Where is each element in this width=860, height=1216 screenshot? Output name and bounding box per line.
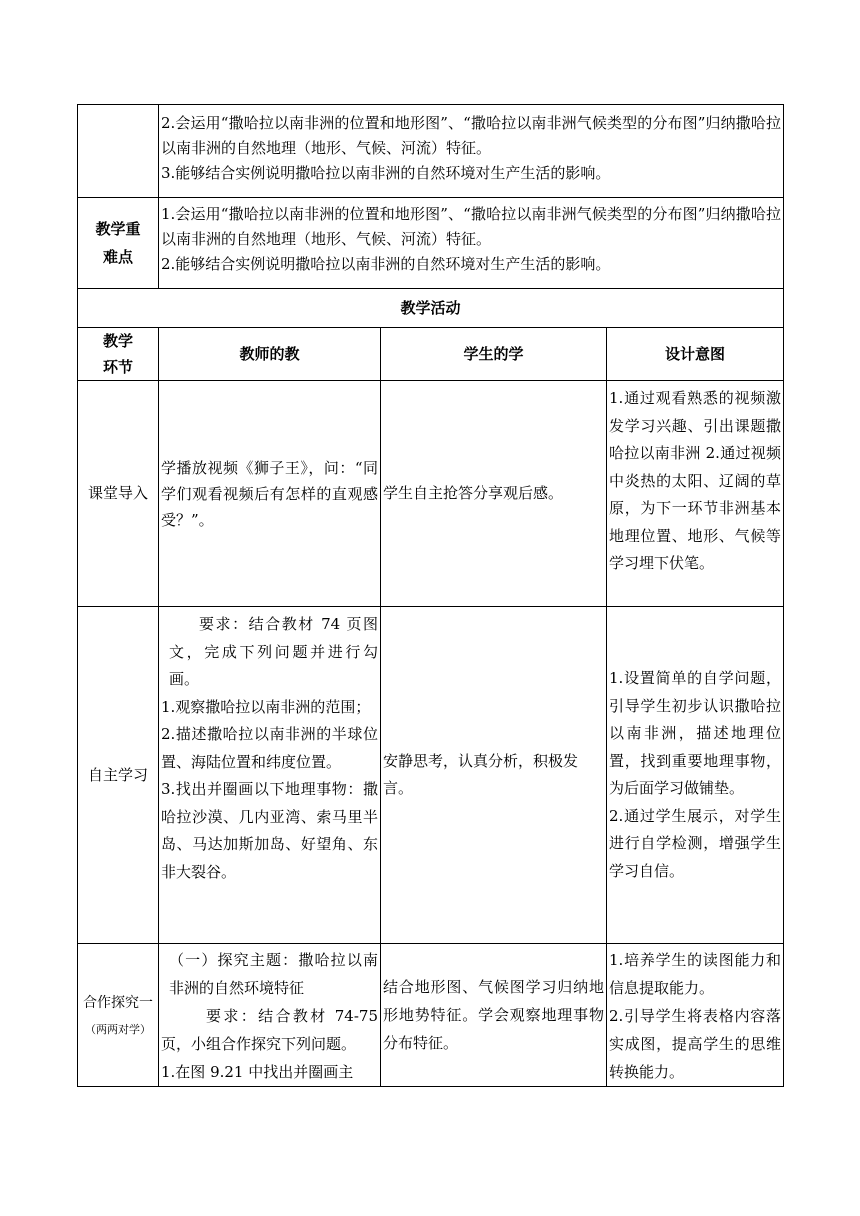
self-study-student: 安静思考，认真分析，积极发言。 — [381, 607, 607, 944]
coop-row — [78, 944, 784, 1087]
self-study-row — [78, 607, 784, 944]
coop-intent-item: 1.培养学生的读图能力和信息提取能力。 — [609, 951, 782, 997]
self-study-intent-item: 2.通过学生展示，对学生进行自学检测，增强学生学习自信。 — [609, 806, 782, 880]
self-study-stage: 自主学习 — [78, 607, 159, 944]
objective-item: 3.能够结合实例说明撒哈拉以南非洲的自然环境对生产生活的影响。 — [161, 164, 611, 182]
coop-item: 1.在图 9.21 中找出并圈画主 — [161, 1063, 354, 1081]
self-study-item: 1.观察撒哈拉以南非洲的范围； — [161, 697, 371, 716]
self-study-intent — [607, 607, 784, 944]
intro-stage: 课堂导入 — [78, 381, 159, 607]
coop-teacher — [159, 944, 381, 1087]
lesson-plan-table — [77, 104, 784, 1087]
header-teacher: 教师的教 — [159, 328, 381, 381]
key-points-content — [159, 198, 784, 289]
self-study-teacher — [159, 607, 381, 944]
coop-stage-cell — [78, 944, 159, 1087]
header-stage: 教学 环节 — [78, 328, 159, 381]
coop-intent-item: 2.引导学生将表格内容落实成图，提高学生的思维转换能力。 — [609, 1007, 782, 1081]
objectives-row — [78, 105, 784, 198]
coop-student: 结合地形图、气候图学习归纳地形地势特征。学会观察地理事物分布特征。 — [381, 944, 607, 1087]
intro-intent: 1.通过观看熟悉的视频激发学习兴趣、引出课题撒哈拉以南非洲 2.通过视频中炎热的太阳、辽阔的草原，为下一环节非洲基本地理位置、地形、气候等学习埋下伏笔。 — [607, 381, 784, 607]
key-points-row — [78, 198, 784, 289]
objective-item: 2.会运用“撒哈拉以南非洲的位置和地形图”、“撒哈拉以南非洲气候类型的分布图”归纳撒哈拉以南非洲的自然地理（地形、气候、河流）特征。 — [161, 114, 782, 157]
coop-stage-note: （两两对学） — [85, 1022, 151, 1036]
header-row — [78, 328, 784, 381]
coop-intent — [607, 944, 784, 1087]
self-study-intent-item: 1.设置简单的自学问题，引导学生初步认识撒哈拉以南非洲，描述地理位置，找到重要地理事物，为后面学习做铺垫。 — [609, 669, 782, 797]
coop-requirement: 要求：结合教材 74-75 页，小组合作探究下列问题。 — [161, 1007, 378, 1053]
coop-stage: 合作探究一 — [83, 994, 153, 1011]
activities-title: 教学活动 — [78, 289, 784, 328]
header-student: 学生的学 — [381, 328, 607, 381]
header-intent: 设计意图 — [607, 328, 784, 381]
key-point-item: 2.能够结合实例说明撒哈拉以南非洲的自然环境对生产生活的影响。 — [161, 255, 611, 273]
intro-teacher: 学播放视频《狮子王》，问：“同学们观看视频后有怎样的直观感受？”。 — [159, 381, 381, 607]
objectives-label-cell — [78, 105, 159, 198]
intro-row — [78, 381, 784, 607]
self-study-requirement: 要求：结合教材 74 页图文，完成下列问题并进行勾画。 — [169, 615, 378, 688]
key-point-item: 1.会运用“撒哈拉以南非洲的位置和地形图”、“撒哈拉以南非洲气候类型的分布图”归纳撒哈拉以南非洲的自然地理（地形、气候、河流）特征。 — [161, 205, 782, 248]
key-points-label: 教学重 难点 — [78, 198, 159, 289]
objectives-content — [159, 105, 784, 198]
activities-title-row — [78, 289, 784, 328]
intro-student: 学生自主抢答分享观后感。 — [381, 381, 607, 607]
coop-topic: （一）探究主题：撒哈拉以南非洲的自然环境特征 — [169, 951, 378, 997]
self-study-item: 3.找出并圈画以下地理事物：撒哈拉沙漠、几内亚湾、索马里半岛、马达加斯加岛、好望角、东非大裂谷。 — [161, 780, 378, 881]
self-study-item: 2.描述撒哈拉以南非洲的半球位置、海陆位置和纬度位置。 — [161, 725, 378, 771]
